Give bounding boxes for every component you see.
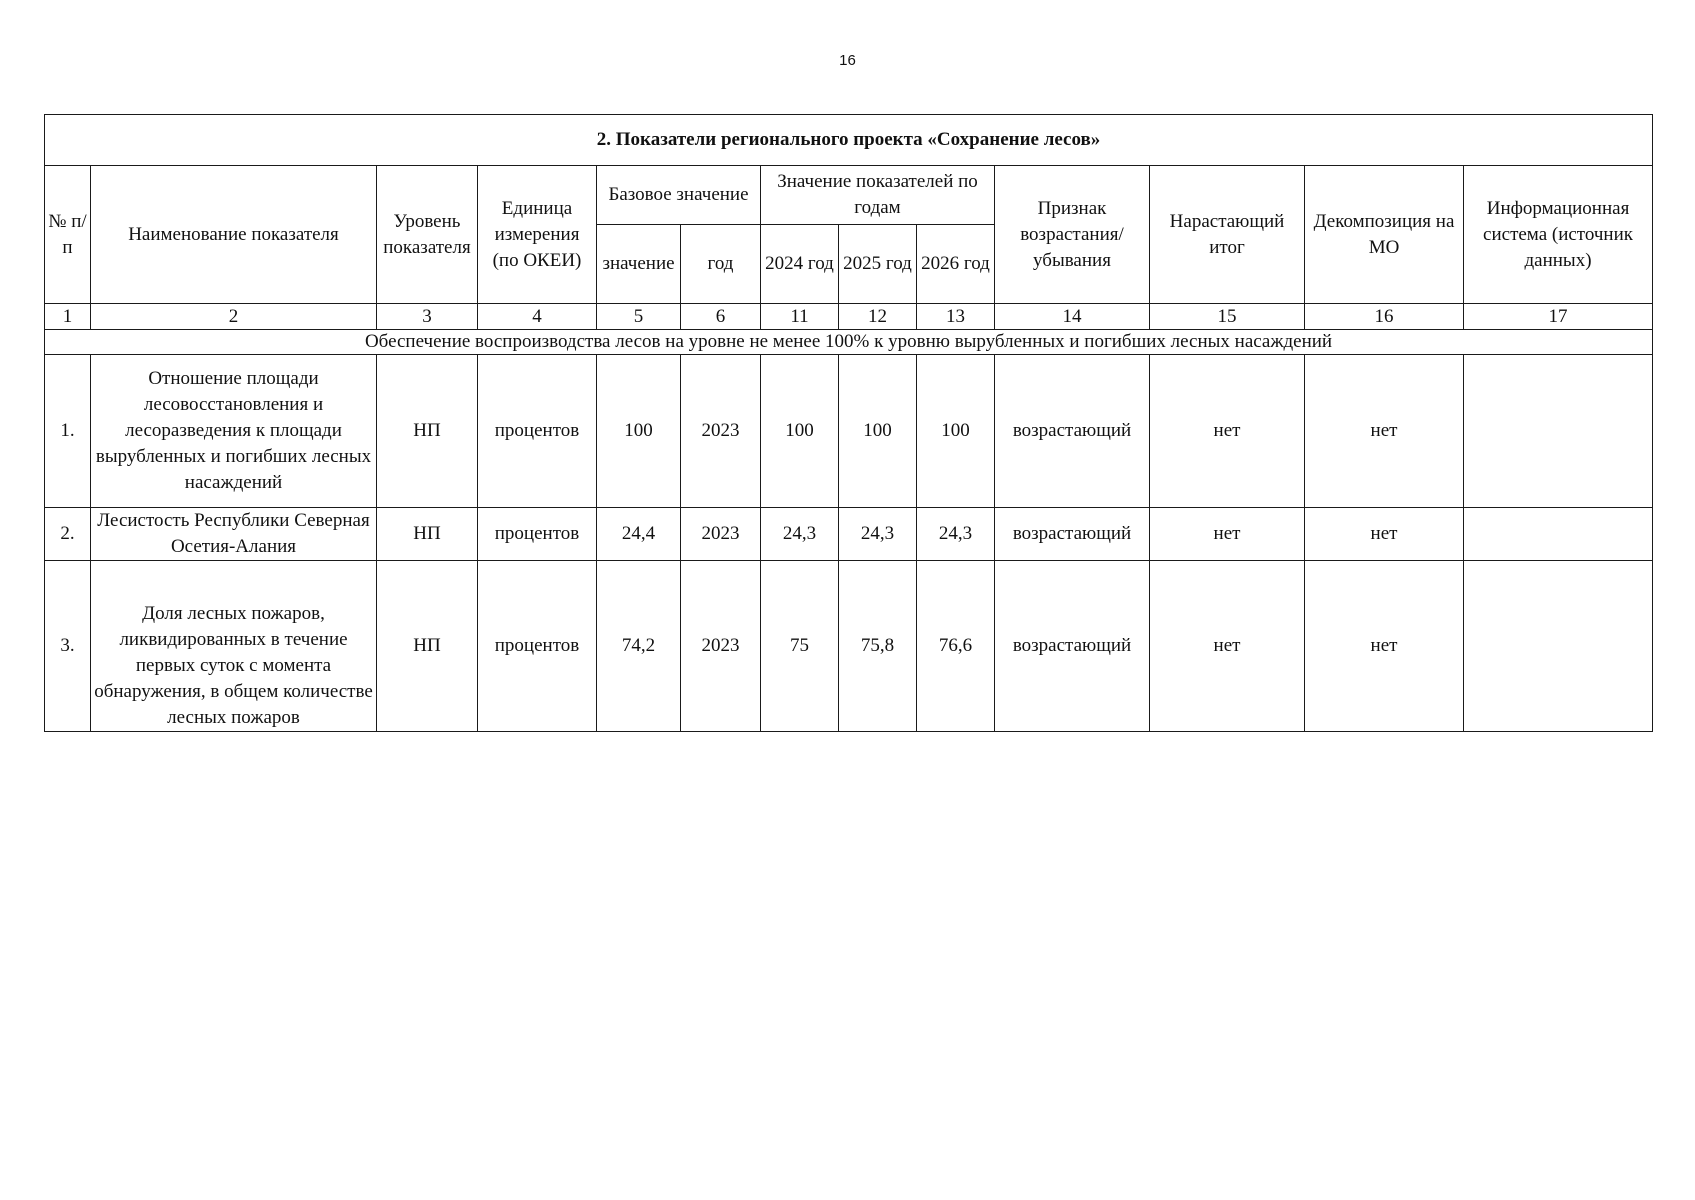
table-title: 2. Показатели регионального проекта «Сохранение лесов»: [45, 115, 1653, 166]
row-value-2026: 76,6: [917, 561, 995, 732]
header-name: Наименование показателя: [91, 166, 377, 304]
header-trend: Признак возрастания/ убывания: [995, 166, 1150, 304]
header-values-by-year: Значение показателей по годам: [761, 166, 995, 225]
column-number: 15: [1150, 304, 1305, 330]
row-base-value: 24,4: [597, 508, 681, 561]
column-number: 11: [761, 304, 839, 330]
row-value-2026: 100: [917, 355, 995, 508]
header-2024: 2024 год: [761, 225, 839, 304]
row-base-year: 2023: [681, 561, 761, 732]
row-base-value: 74,2: [597, 561, 681, 732]
row-value-2025: 24,3: [839, 508, 917, 561]
header-base-value: значение: [597, 225, 681, 304]
row-level: НП: [377, 561, 478, 732]
row-name: Доля лесных пожаров, ликвидированных в течение первых суток с момента обнаружения, в общем количестве лесных пожаров: [91, 561, 377, 732]
header-2026: 2026 год: [917, 225, 995, 304]
column-number: 13: [917, 304, 995, 330]
row-unit: процентов: [478, 561, 597, 732]
header-no: № п/п: [45, 166, 91, 304]
row-trend: возрастающий: [995, 355, 1150, 508]
column-number: 16: [1305, 304, 1464, 330]
row-level: НП: [377, 508, 478, 561]
table-row: [45, 561, 1653, 732]
row-decomposition: нет: [1305, 508, 1464, 561]
page-number: 16: [839, 52, 856, 69]
column-number: 12: [839, 304, 917, 330]
row-cumulative: нет: [1150, 508, 1305, 561]
column-number: 6: [681, 304, 761, 330]
row-value-2024: 24,3: [761, 508, 839, 561]
column-numbers-row: [45, 304, 1653, 330]
row-decomposition: нет: [1305, 561, 1464, 732]
row-name: Отношение площади лесовосстановления и лесоразведения к площади вырубленных и погибших лесных насаждений: [91, 355, 377, 508]
section-heading: Обеспечение воспроизводства лесов на уровне не менее 100% к уровню вырубленных и погибших лесных насаждений: [45, 330, 1653, 355]
row-info-system: [1464, 355, 1653, 508]
row-base-year: 2023: [681, 508, 761, 561]
row-base-value: 100: [597, 355, 681, 508]
header-decomposition: Декомпозиция на МО: [1305, 166, 1464, 304]
column-number: 5: [597, 304, 681, 330]
table-row: [45, 355, 1653, 508]
row-info-system: [1464, 561, 1653, 732]
header-base-year: год: [681, 225, 761, 304]
row-value-2025: 100: [839, 355, 917, 508]
header-cumulative: Нарастающий итог: [1150, 166, 1305, 304]
row-trend: возрастающий: [995, 561, 1150, 732]
header-info-system: Информационная система (источник данных): [1464, 166, 1653, 304]
column-number: 14: [995, 304, 1150, 330]
row-decomposition: нет: [1305, 355, 1464, 508]
row-no: 2.: [45, 508, 91, 561]
row-no: 3.: [45, 561, 91, 732]
row-unit: процентов: [478, 508, 597, 561]
row-value-2026: 24,3: [917, 508, 995, 561]
column-number: 17: [1464, 304, 1653, 330]
row-base-year: 2023: [681, 355, 761, 508]
row-value-2024: 75: [761, 561, 839, 732]
row-value-2024: 100: [761, 355, 839, 508]
row-value-2025: 75,8: [839, 561, 917, 732]
row-no: 1.: [45, 355, 91, 508]
row-level: НП: [377, 355, 478, 508]
indicators-table: [44, 114, 1653, 732]
row-cumulative: нет: [1150, 355, 1305, 508]
header-level: Уровень показателя: [377, 166, 478, 304]
header-2025: 2025 год: [839, 225, 917, 304]
header-base: Базовое значение: [597, 166, 761, 225]
column-number: 3: [377, 304, 478, 330]
table-row: [45, 508, 1653, 561]
row-cumulative: нет: [1150, 561, 1305, 732]
row-info-system: [1464, 508, 1653, 561]
row-trend: возрастающий: [995, 508, 1150, 561]
column-number: 1: [45, 304, 91, 330]
column-number: 4: [478, 304, 597, 330]
column-number: 2: [91, 304, 377, 330]
row-name: Лесистость Республики Северная Осетия-Алания: [91, 508, 377, 561]
row-unit: процентов: [478, 355, 597, 508]
header-unit: Единица измерения (по ОКЕИ): [478, 166, 597, 304]
